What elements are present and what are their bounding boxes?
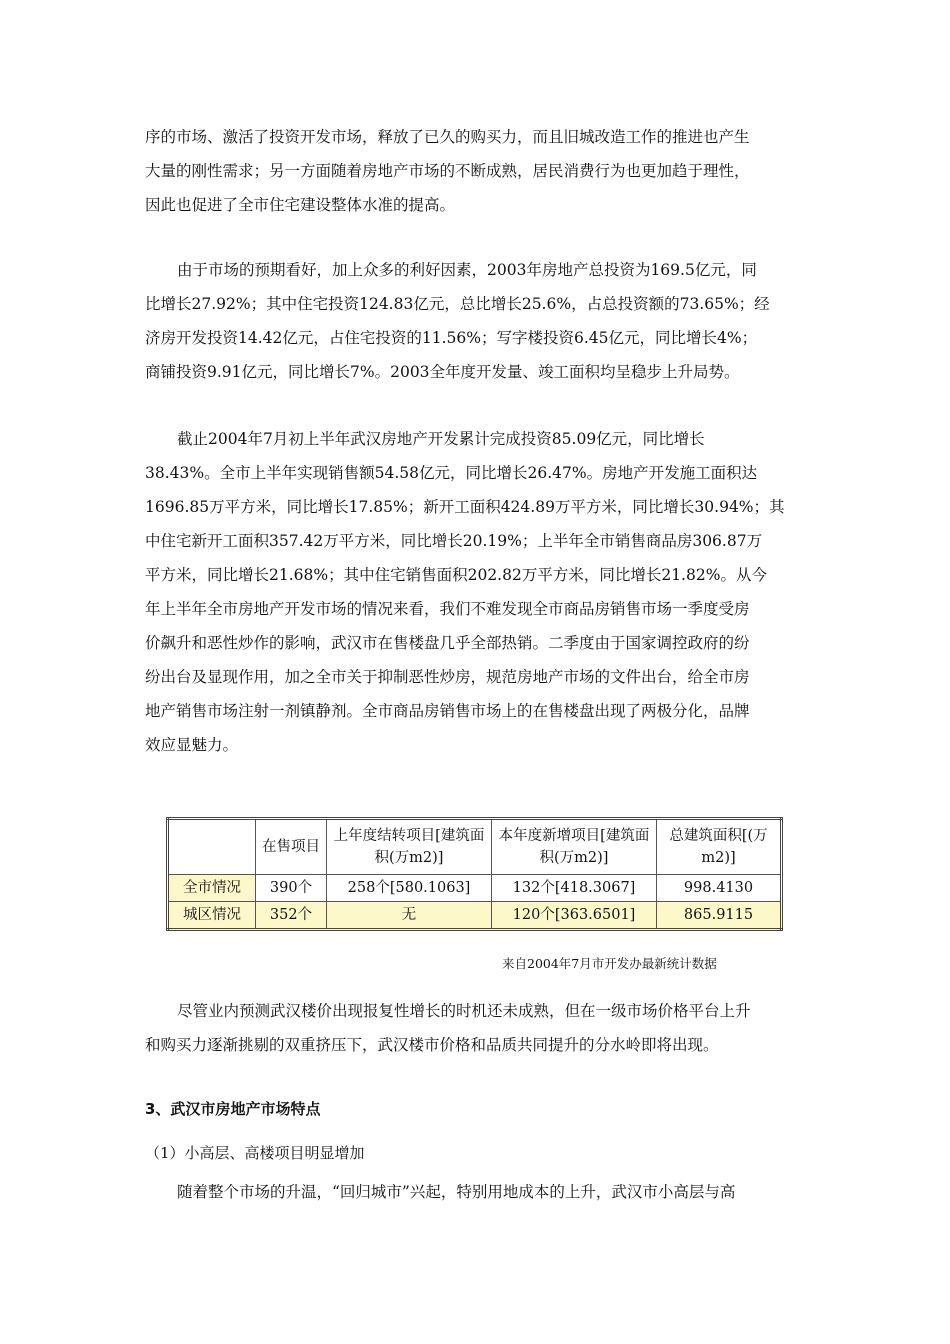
table-header-cell: 总建筑面积[(万m2)] <box>657 819 782 875</box>
text-line: 38.43%。全市上半年实现销售额54.58亿元，同比增长26.47%。房地产开发施工面积达 <box>145 464 758 482</box>
table-cell: 258个[580.1063] <box>327 875 492 902</box>
table-cell: 390个 <box>256 875 327 902</box>
text-line: 因此也促进了全市住宅建设整体水准的提高。 <box>145 196 456 214</box>
subsection-heading: （1）小高层、高楼项目明显增加 <box>145 1144 365 1162</box>
text-line: 价飙升和恶性炒作的影响，武汉市在售楼盘几乎全部热销。二季度由于国家调控政府的纷 <box>145 634 750 652</box>
table-cell: 352个 <box>256 902 327 930</box>
table-header-row <box>168 819 782 875</box>
text-line: 地产销售市场注射一剂镇静剂。全市商品房销售市场上的在售楼盘出现了两极分化，品牌 <box>145 702 750 720</box>
text-line: 由于市场的预期看好，加上众多的利好因素，2003年房地产总投资为169.5亿元，同 <box>177 261 757 279</box>
table-header-cell <box>168 819 256 875</box>
text-line: 序的市场、激活了投资开发市场，释放了已久的购买力，而且旧城改造工作的推进也产生 <box>145 128 750 146</box>
text-line: 和购买力逐渐挑剔的双重挤压下，武汉楼市价格和品质共同提升的分水岭即将出现。 <box>145 1036 719 1054</box>
table-row <box>168 875 782 902</box>
table-header-cell: 本年度新增项目[建筑面积(万m2)] <box>492 819 657 875</box>
text-line: 济房开发投资14.42亿元，占住宅投资的11.56%；写字楼投资6.45亿元，同比增长4%； <box>145 329 758 347</box>
paragraph-2004-first-half <box>145 422 809 762</box>
text-line: 年上半年全市房地产开发市场的情况来看，我们不难发现全市商品房销售市场一季度受房 <box>145 600 750 618</box>
text-line: 1696.85万平方米，同比增长17.85%；新开工面积424.89万平方米，同比增长30.94%；其 <box>145 498 785 516</box>
text-line: 比增长27.92%；其中住宅投资124.83亿元，总比增长25.6%，占总投资额的73.65%；经 <box>145 295 770 313</box>
text-line: 效应显魅力。 <box>145 736 239 754</box>
table-cell: 城区情况 <box>168 902 256 930</box>
table-cell: 全市情况 <box>168 875 256 902</box>
text-line: 截止2004年7月初上半年武汉房地产开发累计完成投资85.09亿元，同比增长 <box>177 430 705 448</box>
table-row <box>168 902 782 930</box>
text-line: 中住宅新开工面积357.42万平方米，同比增长20.19%；上半年全市销售商品房306.87万 <box>145 532 763 550</box>
sales-projects-table <box>166 817 783 931</box>
text-line: 尽管业内预测武汉楼价出现报复性增长的时机还未成熟，但在一级市场价格平台上升 <box>177 1002 751 1020</box>
table-cell: 998.4130 <box>657 875 782 902</box>
text-line: 纷出台及显现作用，加之全市关于抑制恶性炒房，规范房地产市场的文件出台，给全市房 <box>145 668 750 686</box>
table-cell: 132个[418.3067] <box>492 875 657 902</box>
paragraph-high-rise: 随着整个市场的升温，“回归城市”兴起，特别用地成本的上升，武汉市小高层与高 <box>177 1183 736 1201</box>
table-cell: 865.9115 <box>657 902 782 930</box>
section-heading: 3、武汉市房地产市场特点 <box>145 1100 321 1118</box>
table-header-cell: 在售项目 <box>256 819 327 875</box>
paragraph-2003-investment <box>145 253 809 389</box>
table-source-note: 来自2004年7月市开发办最新统计数据 <box>502 956 717 971</box>
text-line: 平方米，同比增长21.68%；其中住宅销售面积202.82万平方米，同比增长21.82%。从今 <box>145 566 767 584</box>
table-header-cell: 上年度结转项目[建筑面积(万m2)] <box>327 819 492 875</box>
text-line: 大量的刚性需求；另一方面随着房地产市场的不断成熟，居民消费行为也更加趋于理性， <box>145 162 750 180</box>
table-cell: 无 <box>327 902 492 930</box>
paragraph-price-outlook <box>145 994 809 1062</box>
paragraph-market-activation <box>145 120 809 222</box>
table-cell: 120个[363.6501] <box>492 902 657 930</box>
text-line: 商铺投资9.91亿元，同比增长7%。2003全年度开发量、竣工面积均呈稳步上升局势。 <box>145 363 740 381</box>
